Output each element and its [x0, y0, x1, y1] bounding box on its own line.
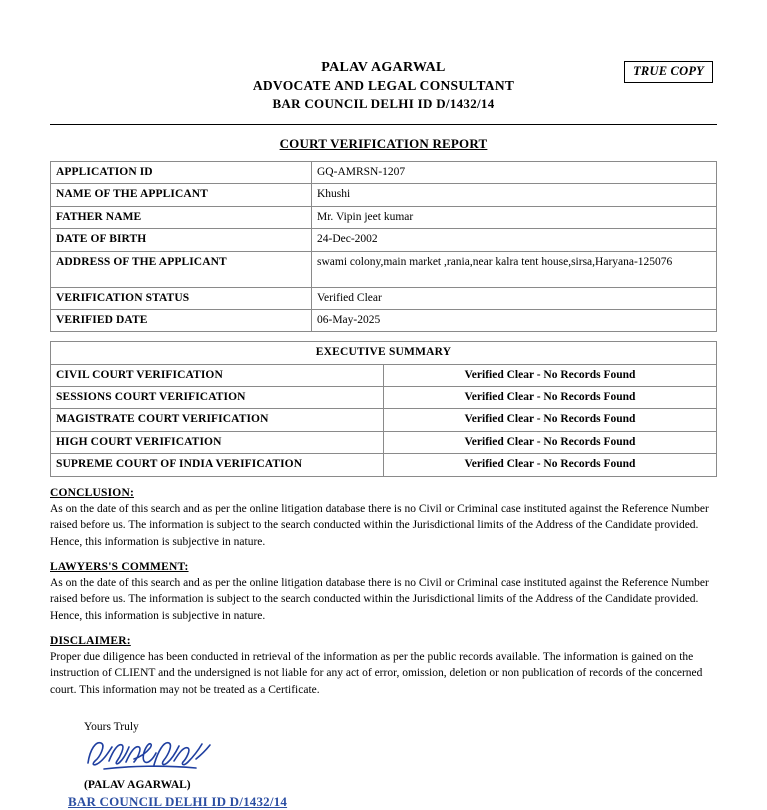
- table-row: [51, 184, 717, 206]
- yours-truly-text: Yours Truly: [84, 720, 139, 733]
- table-row: [51, 409, 717, 431]
- table-row: [51, 309, 717, 331]
- lawyers-comment-title: LAWYERS'S COMMENT:: [50, 560, 189, 573]
- summary-status: Verified Clear - No Records Found: [384, 409, 717, 431]
- detail-label: APPLICATION ID: [51, 162, 312, 184]
- lawyers-comment-section: [50, 561, 717, 625]
- advocate-name: PALAV AGARWAL: [321, 60, 446, 75]
- advocate-bar-council-id: BAR COUNCIL DELHI ID D/1432/14: [272, 96, 495, 111]
- advocate-designation: ADVOCATE AND LEGAL CONSULTANT: [252, 78, 515, 93]
- signature-area: [84, 737, 717, 777]
- summary-label: MAGISTRATE COURT VERIFICATION: [51, 409, 384, 431]
- detail-label: VERIFIED DATE: [51, 309, 312, 331]
- detail-label: DATE OF BIRTH: [51, 229, 312, 251]
- signatory-name: (PALAV AGARWAL): [84, 778, 191, 791]
- detail-value: 06-May-2025: [312, 309, 717, 331]
- summary-label: CIVIL COURT VERIFICATION: [51, 364, 384, 386]
- header-divider: [50, 124, 717, 125]
- summary-status: Verified Clear - No Records Found: [384, 364, 717, 386]
- detail-value: GQ-AMRSN-1207: [312, 162, 717, 184]
- detail-label: ADDRESS OF THE APPLICANT: [51, 251, 312, 287]
- lawyers-comment-body: As on the date of this search and as per the online litigation database there is no Civil or Criminal case instituted against the Reference Number raised before us. The information is subject to the search conducted within the Jurisdictional limits of the Address of the Candidate provided. Hence, this information is subjective in nature.: [50, 576, 709, 622]
- table-row: [51, 387, 717, 409]
- table-row: [51, 229, 717, 251]
- signatory-bar-council-id: BAR COUNCIL DELHI ID D/1432/14: [68, 793, 288, 809]
- detail-label: FATHER NAME: [51, 206, 312, 228]
- executive-summary-heading: EXECUTIVE SUMMARY: [51, 342, 717, 364]
- conclusion-section: [50, 487, 717, 551]
- table-row: [51, 342, 717, 364]
- conclusion-title: CONCLUSION:: [50, 486, 134, 499]
- summary-status: Verified Clear - No Records Found: [384, 454, 717, 476]
- disclaimer-title: DISCLAIMER:: [50, 634, 131, 647]
- detail-label: NAME OF THE APPLICANT: [51, 184, 312, 206]
- detail-value: swami colony,main market ,rania,near kalra tent house,sirsa,Haryana-125076: [312, 251, 717, 287]
- applicant-details-table: [50, 161, 717, 332]
- disclaimer-body: Proper due diligence has been conducted in retrieval of the information as per the public records available. The information is gained on the instruction of CLIENT and the undersigned is not liable for any act of error, omission, deletion or non publication of records of the concerned court. This information may not be treated as a Certificate.: [50, 650, 703, 696]
- table-row: [51, 454, 717, 476]
- letterhead: [0, 0, 767, 112]
- summary-label: SESSIONS COURT VERIFICATION: [51, 387, 384, 409]
- detail-value: Verified Clear: [312, 287, 717, 309]
- detail-value: Khushi: [312, 184, 717, 206]
- summary-label: SUPREME COURT OF INDIA VERIFICATION: [51, 454, 384, 476]
- executive-summary-table: [50, 341, 717, 476]
- true-copy-stamp: TRUE COPY: [624, 61, 713, 83]
- table-row: [51, 431, 717, 453]
- table-row: [51, 364, 717, 386]
- detail-value: 24-Dec-2002: [312, 229, 717, 251]
- page-title: COURT VERIFICATION REPORT: [279, 136, 488, 151]
- summary-status: Verified Clear - No Records Found: [384, 387, 717, 409]
- disclaimer-section: [50, 635, 717, 699]
- conclusion-body: As on the date of this search and as per the online litigation database there is no Civil or Criminal case instituted against the Reference Number raised before us. The information is subject to the search conducted within the Jurisdictional limits of the Address of the Candidate provided. Hence, this information is subjective in nature.: [50, 502, 709, 548]
- table-row: [51, 206, 717, 228]
- table-row: [51, 162, 717, 184]
- detail-value: Mr. Vipin jeet kumar: [312, 206, 717, 228]
- table-row: [51, 287, 717, 309]
- signature-icon: [84, 735, 214, 777]
- summary-status: Verified Clear - No Records Found: [384, 431, 717, 453]
- summary-label: HIGH COURT VERIFICATION: [51, 431, 384, 453]
- table-row: [51, 251, 717, 287]
- detail-label: VERIFICATION STATUS: [51, 287, 312, 309]
